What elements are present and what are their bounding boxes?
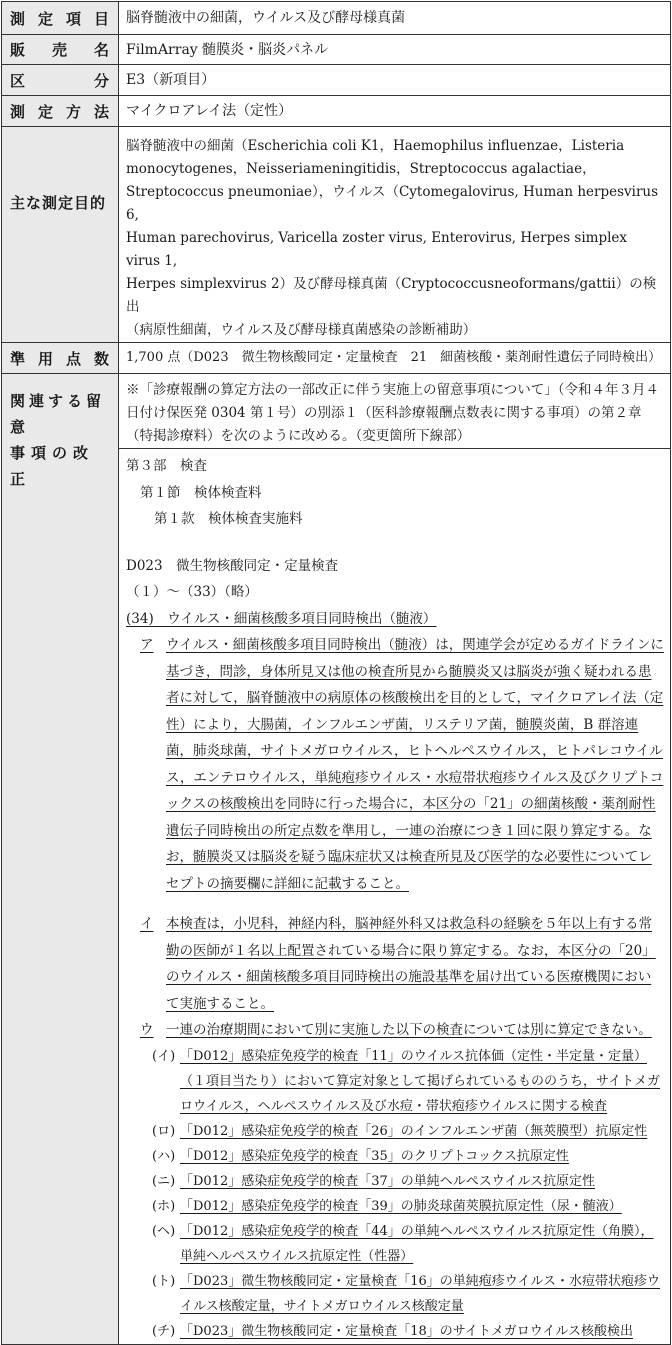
- label-test-item: [2, 2, 119, 35]
- purpose-line: Human parechovirus, Varicella zoster virus, Enterovirus, Herpes simplex virus 1,: [126, 230, 628, 269]
- subitem-text: 「D012」感染症免疫学的検査「44」の単純ヘルペスウイルス抗原定性（角膜），単純ヘルペスウイルス抗原定性（性器）: [180, 1223, 654, 1264]
- subitem: [152, 1269, 664, 1319]
- row-notice: [2, 374, 671, 449]
- label-char: 分: [93, 71, 110, 90]
- paragraph-i-mark: イ: [140, 916, 154, 932]
- subitem: [152, 1044, 664, 1119]
- purpose-label: 主な測定目的: [10, 193, 107, 212]
- subitem-mark: (チ): [152, 1323, 176, 1339]
- label-char: 用: [37, 349, 54, 368]
- purpose-line: （病原性細菌，ウイルス及び酵母様真菌感染の診断補助）: [126, 322, 477, 338]
- subitem-mark: (ヘ): [152, 1223, 176, 1239]
- notice-label-line2: 事項の改正: [10, 444, 95, 488]
- purpose-line: 脳脊髄液中の細菌（Escherichia coli K1，Haemophilus influenzae，Listeria: [126, 138, 625, 154]
- label-char: 販: [10, 41, 27, 59]
- points-value: 1,700 点（D023 微生物核酸同定・定量検査 21 細菌核酸・薬剤耐性遺伝子同時検出）: [126, 350, 662, 365]
- label-char: 数: [93, 349, 110, 368]
- category-value: E3（新項目）: [126, 72, 216, 88]
- purpose-line: Herpes simplexvirus 2）及び酵母様真菌（Cryptococcusneoformans/gattii）の検出: [126, 276, 657, 315]
- subitem-mark: (ト): [152, 1273, 176, 1289]
- label-char: 法: [93, 102, 110, 121]
- label-notice: [2, 374, 119, 1345]
- value-product-name: [119, 35, 671, 65]
- procedure-table: [1, 1, 671, 1345]
- value-points: [119, 343, 671, 374]
- paragraph-a-text: ウイルス・細菌核酸多項目同時検出（髄液）は，関連学会が定めるガイドラインに基づき，問診，身体所見又は他の検査所見から髄膜炎又は脳炎が強く疑われる患者に対して，脳脊髄液中の病原体の核酸検出を目的として，マイクロアレイ法（定性）により，大腸菌，インフルエンザ菌，リステリア菌，髄膜炎菌，B 群溶連菌，肺炎球菌，サイトメガロウイルス，ヒトヘルペスウイルス，ヒトパレコウイルス，エンテロウイルス，単純疱疹ウイルス・水痘帯状疱疹ウイルス及びクリプトコックスの核酸検出を同時に行った場合に，本区分の「21」の細菌核酸・薬剤耐性遺伝子同時検出の所定点数を準用し，一連の治療につき１回に限り算定する。なお，髄膜炎又は脳炎を疑う臨床症状又は検査所見及び医学的な必要性についてレセプトの摘要欄に詳細に記載すること。: [166, 637, 664, 892]
- label-char: 測: [10, 102, 27, 121]
- subitem: [152, 1319, 664, 1344]
- paragraph-u: [126, 1017, 664, 1044]
- subitem-mark: (ニ): [152, 1173, 176, 1189]
- label-text: [2, 343, 118, 373]
- label-char: 測: [10, 9, 27, 28]
- subitem-text: 「D012」感染症免疫学的検査「26」のインフルエンザ菌（無莢膜型）抗原定性: [180, 1123, 648, 1139]
- subitem-text: 「D012」感染症免疫学的検査「37」の単純ヘルペスウイルス抗原定性: [180, 1173, 595, 1189]
- notice-item-range: （１）～（33）（略）: [126, 584, 258, 600]
- subitem-text: 「D023」微生物核酸同定・定量検査「18」のサイトメガロウイルス核酸検出: [180, 1323, 633, 1339]
- subitem-text: 「D023」微生物核酸同定・定量検査「16」の単純疱疹ウイルス・水痘帯状疱疹ウイルス核酸定量，サイトメガロウイルス核酸定量: [180, 1273, 660, 1314]
- subitem: [152, 1169, 664, 1194]
- row-points: [2, 343, 671, 374]
- subitem-text: 「D012」感染症免疫学的検査「35」のクリプトコックス抗原定性: [180, 1148, 569, 1164]
- subitem-text: 「D012」感染症免疫学的検査「11」のウイルス抗体価（定性・半定量・定量）（１項目当たり）において算定対象として掲げられているもののうち，サイトメガロウイルス，ヘルペスウイルス及び水痘・帯状疱疹ウイルスに関する検査: [180, 1048, 660, 1114]
- paragraph-u-mark: ウ: [140, 1022, 154, 1038]
- subitem-mark: (ホ): [152, 1198, 176, 1214]
- label-text: [2, 2, 118, 34]
- label-char: 名: [93, 41, 110, 59]
- label-char: 点: [65, 349, 82, 368]
- notice-item-title: D023 微生物核酸同定・定量検査: [126, 557, 339, 574]
- subitem: [152, 1194, 664, 1219]
- subitem: [152, 1119, 664, 1144]
- label-char: 目: [93, 9, 110, 28]
- notice-note-cell: [119, 374, 671, 449]
- label-char: 区: [10, 71, 27, 90]
- value-method: [119, 96, 671, 127]
- label-char: 項: [65, 9, 82, 28]
- label-category: [2, 65, 119, 96]
- product-name-value: FilmArray 髄膜炎・脳炎パネル: [126, 41, 329, 58]
- label-char: 準: [10, 349, 27, 368]
- notice-section: 第１節 検体検査料: [140, 484, 262, 501]
- notice-label-line1: 関連する留意: [10, 392, 106, 436]
- purpose-lines: [119, 127, 670, 342]
- label-method: [2, 96, 119, 127]
- purpose-line: Streptococcus pneumoniae），ウイルス（Cytomegalovirus, Human herpesvirus 6,: [126, 184, 659, 223]
- label-text: [2, 35, 118, 64]
- subitem-mark: (イ): [152, 1048, 176, 1064]
- label-char: 売: [51, 41, 68, 59]
- notice-new-item: (34) ウイルス・細菌核酸多項目同時検出（髄液）: [126, 610, 437, 627]
- label-text: [2, 65, 118, 95]
- label-product-name: [2, 35, 119, 65]
- subitem-mark: (ロ): [152, 1123, 176, 1139]
- label-char: 定: [37, 9, 54, 28]
- notice-body-cell: [119, 449, 671, 1345]
- test-item-value: 脳脊髄液中の細菌，ウイルス及び酵母様真菌: [126, 10, 406, 26]
- label-text: [2, 96, 118, 126]
- row-method: [2, 96, 671, 127]
- paragraph-a-mark: ア: [140, 637, 154, 653]
- label-char: 方: [65, 102, 82, 121]
- value-purpose: [119, 127, 671, 343]
- value-category: [119, 65, 671, 96]
- label-char: 定: [37, 102, 54, 121]
- row-purpose: [2, 127, 671, 343]
- notice-part: 第３部 検査: [126, 458, 207, 474]
- row-product-name: [2, 35, 671, 65]
- notice-subsection: 第１款 検体検査実施料: [154, 511, 303, 527]
- purpose-line: monocytogenes，Neisseriameningitidis，Streptococcus agalactiae，: [126, 161, 596, 177]
- subitem-list: [126, 1044, 664, 1344]
- paragraph-a: [126, 632, 664, 897]
- subitem-mark: (ハ): [152, 1148, 176, 1164]
- value-test-item: [119, 2, 671, 35]
- notice-note: ※「診療報酬の算定方法の一部改正に伴う実施上の留意事項について」（令和４年３月４日付け保医発 0304 第１号）の別添１（医科診療報酬点数表に関する事項）の第２章（特掲診療料）を次のように改める。（変更箇所下線部）: [126, 382, 659, 444]
- label-purpose: [2, 127, 119, 343]
- label-points: [2, 343, 119, 374]
- row-test-item: [2, 2, 671, 35]
- paragraph-u-text: 一連の治療期間において別に実施した以下の検査については別に算定できない。: [166, 1022, 652, 1038]
- subitem: [152, 1144, 664, 1169]
- paragraph-i-text: 本検査は，小児科，神経内科，脳神経外科又は救急科の経験を５年以上有する常勤の医師が１名以上配置されている場合に限り算定する。なお，本区分の「20」のウイルス・細菌核酸多項目同時検出の施設基準を届け出ている医療機関において実施すること。: [166, 916, 656, 1012]
- subitem-text: 「D012」感染症免疫学的検査「39」の肺炎球菌莢膜抗原定性（尿・髄液）: [180, 1198, 622, 1214]
- row-category: [2, 65, 671, 96]
- method-value: マイクロアレイ法（定性）: [126, 103, 293, 119]
- subitem: [152, 1219, 664, 1269]
- paragraph-i: [126, 911, 664, 1017]
